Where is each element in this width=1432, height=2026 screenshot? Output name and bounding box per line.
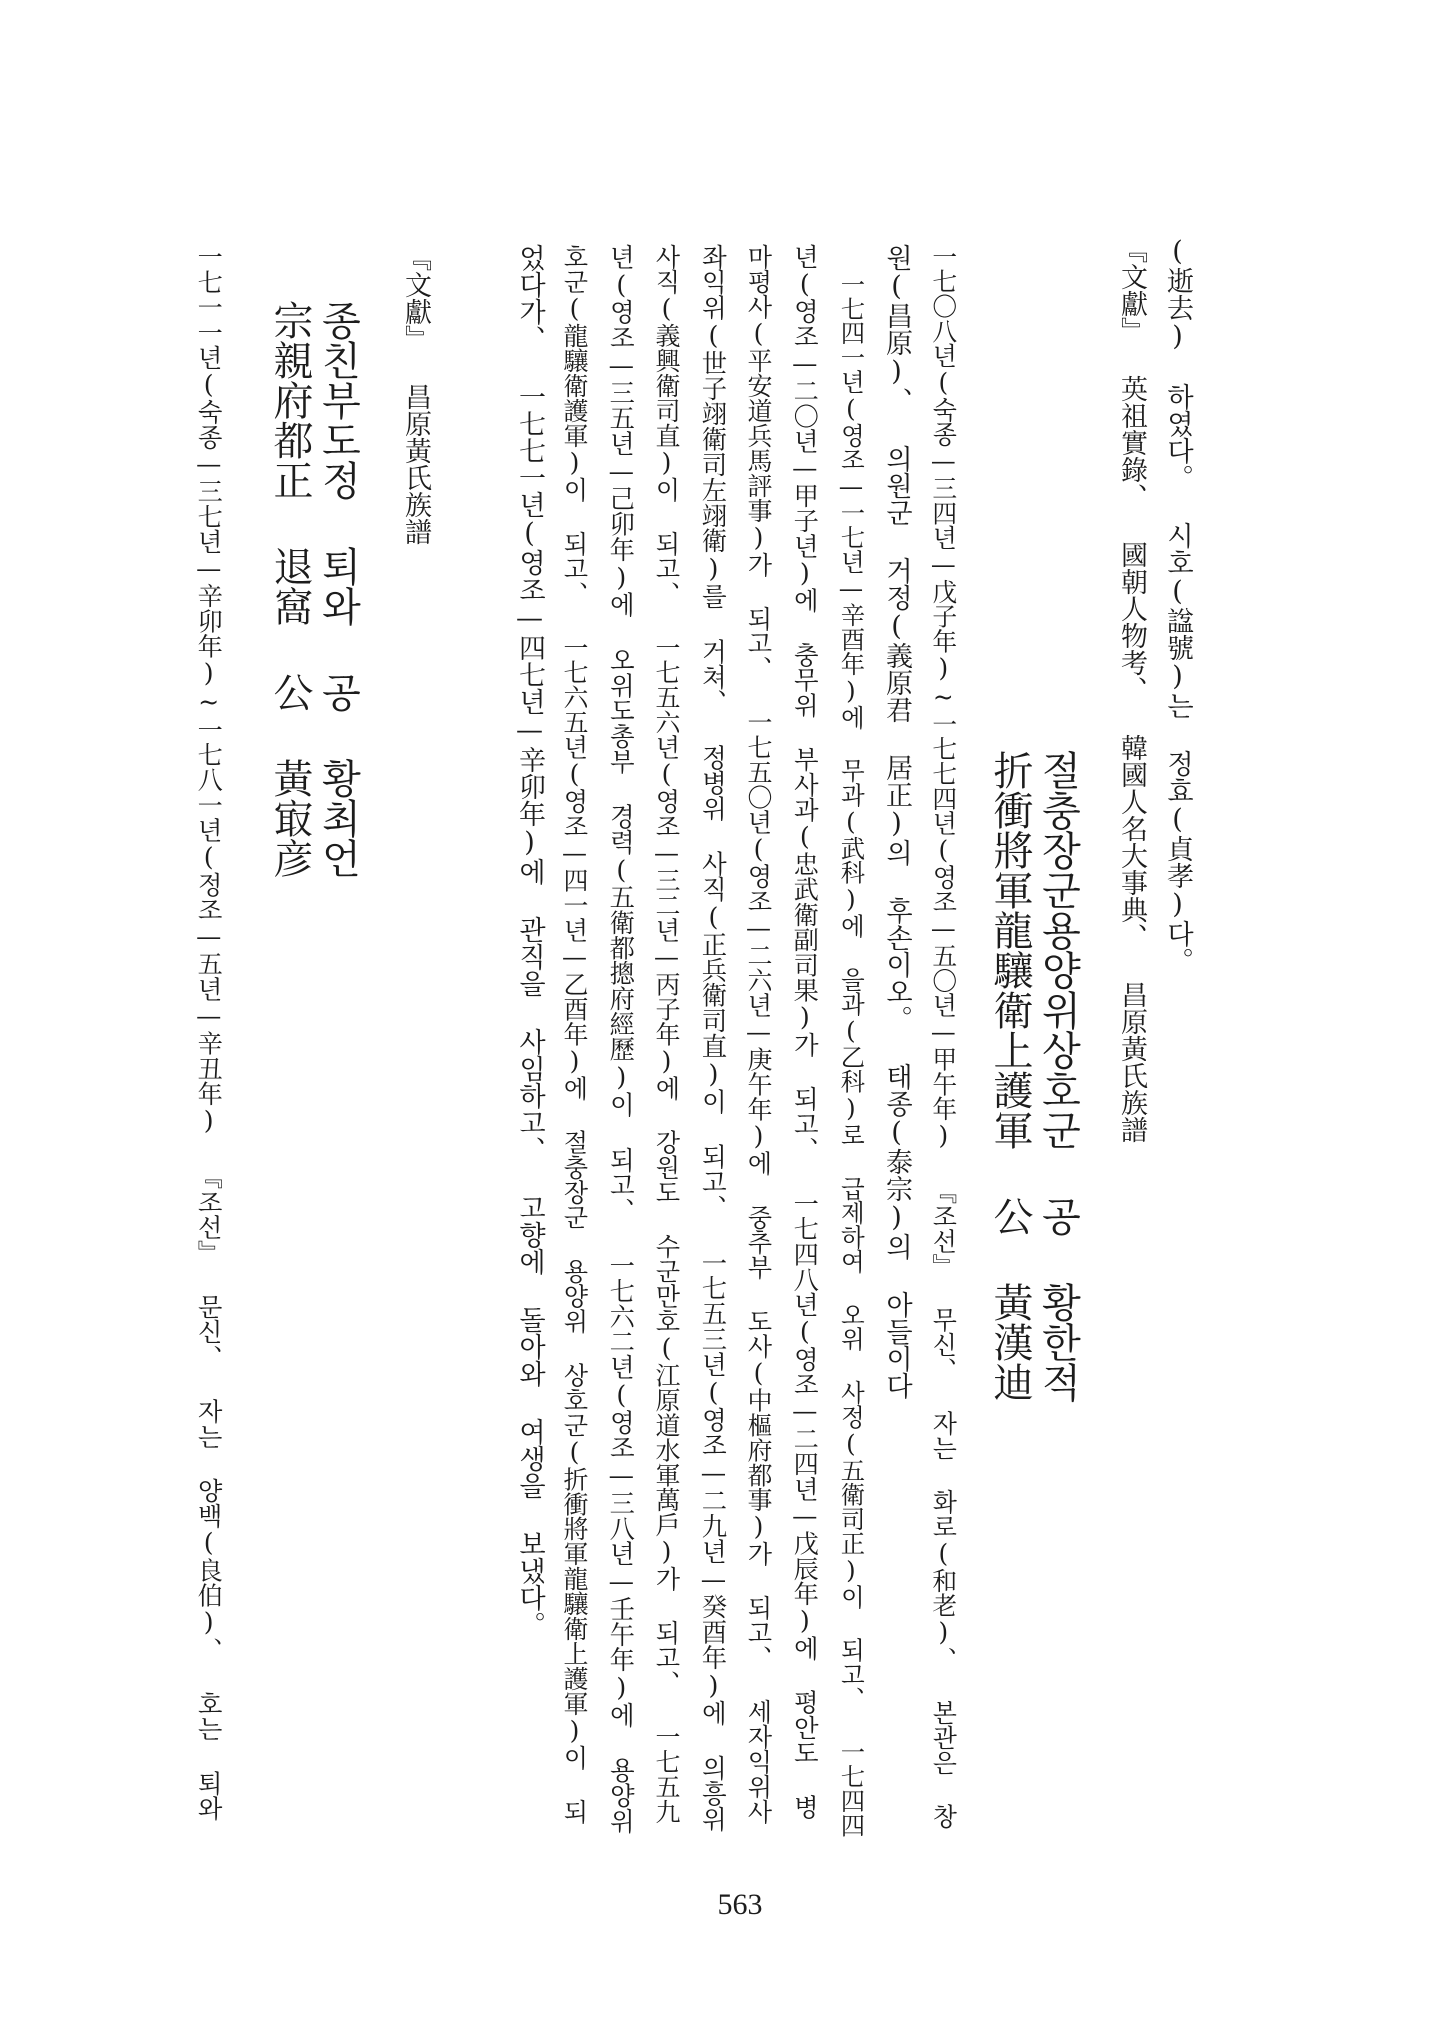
entry1-body-line: 호군(龍驤衛護軍)이 되고、 一七六五년(영조—四一년—乙酉年)에 절충장군 용양위 상호군(折衝將軍龍驤衛上護軍)이 되 [559,244,589,1825]
entry2-heading-hanja: 宗親府都正 退窩 公 黃㝡彦 [267,300,313,878]
entry1-body-line: 좌익위(世子翊衛司左翊衛)를 거쳐、 정병위 사직(正兵衛司直)이 되고、 一七五三년(영조—二九년—癸酉年)에 의흥위 [698,244,729,1832]
entry2-body-line: 一七一一년(숙종—三七년—辛卯年)~一七八一년(정조—五년—辛丑年) 『조선』 문신、 자는 양백(良伯)、 호는 퇴와 [194,244,224,1821]
entry2-heading-hangul: 종친부도정 퇴와 공 황최언 [315,300,361,878]
entry1-heading-hangul: 절충장군용양위상호군 공 황한적 [1035,750,1081,1402]
entry1-body-line: 었다가、 一七七一년(영조—四七년—辛卯年)에 관직을 사임하고、 고향에 돌아와 여생을 보냈다。 [514,244,545,1638]
page-number: 563 [717,1888,763,1921]
entry1-body-line: 년(영조—二〇년—甲子년)에 충무위 부사과(忠武衛副司果)가 되고、 一七四八년(영조—二四년—戊辰年)에 평안도 병 [790,244,820,1820]
entry1-body-line: 년(영조—三五년—己卯年)에 오위도총부 경력(五衛都摠府經歷)이 되고、 一七六二년(영조—三八년—壬午年)에 용양위 [606,244,637,1834]
entry1-heading-hanja: 折衝將軍龍驤衛上護軍 公 黃漢迪 [987,750,1033,1402]
entry1-body-line: 마평사(平安道兵馬評事)가 되고、 一七五〇년(영조—二六년—庚午年)에 중추부 도사(中樞府都事)가 되고、 세자익위사 [743,244,773,1825]
entry1-body-line: 사직(義興衛司直)이 되고、 一七五六년(영조—三二년—丙子年)에 강원도 수군만호(江原道水軍萬戶)가 되고、 一七五九 [651,244,681,1825]
prev-entry-citation: 『文獻』 英祖實錄、 國朝人物考、 韓國人名大事典、 昌原黃氏族譜 [1116,236,1147,1143]
entry1-body-line: 一七四一년(영조—一七년—辛酉年)에 무과(武科)에 을과(乙科)로 급제하여 오위 사정(五衛司正)이 되고、 一七四四 [836,272,866,1838]
prev-entry-tail-line: (逝去) 하였다。 시호(諡號)는 정효(貞孝)다。 [1162,236,1193,974]
entry1-body-line: 一七〇八년(숙종—三四년—戊子年)~一七七四년(영조—五〇년—甲午年) 『조선』 무신、 자는 화로(和老)、 본관은 창 [928,244,958,1829]
entry1-body-line: 원(昌原)、 의원군 거정(義原君 居正)의 후손이오。 태종(泰宗)의 아들이다 [881,244,912,1399]
entry1-citation: 『文獻』 昌原黃氏族譜 [400,244,431,545]
